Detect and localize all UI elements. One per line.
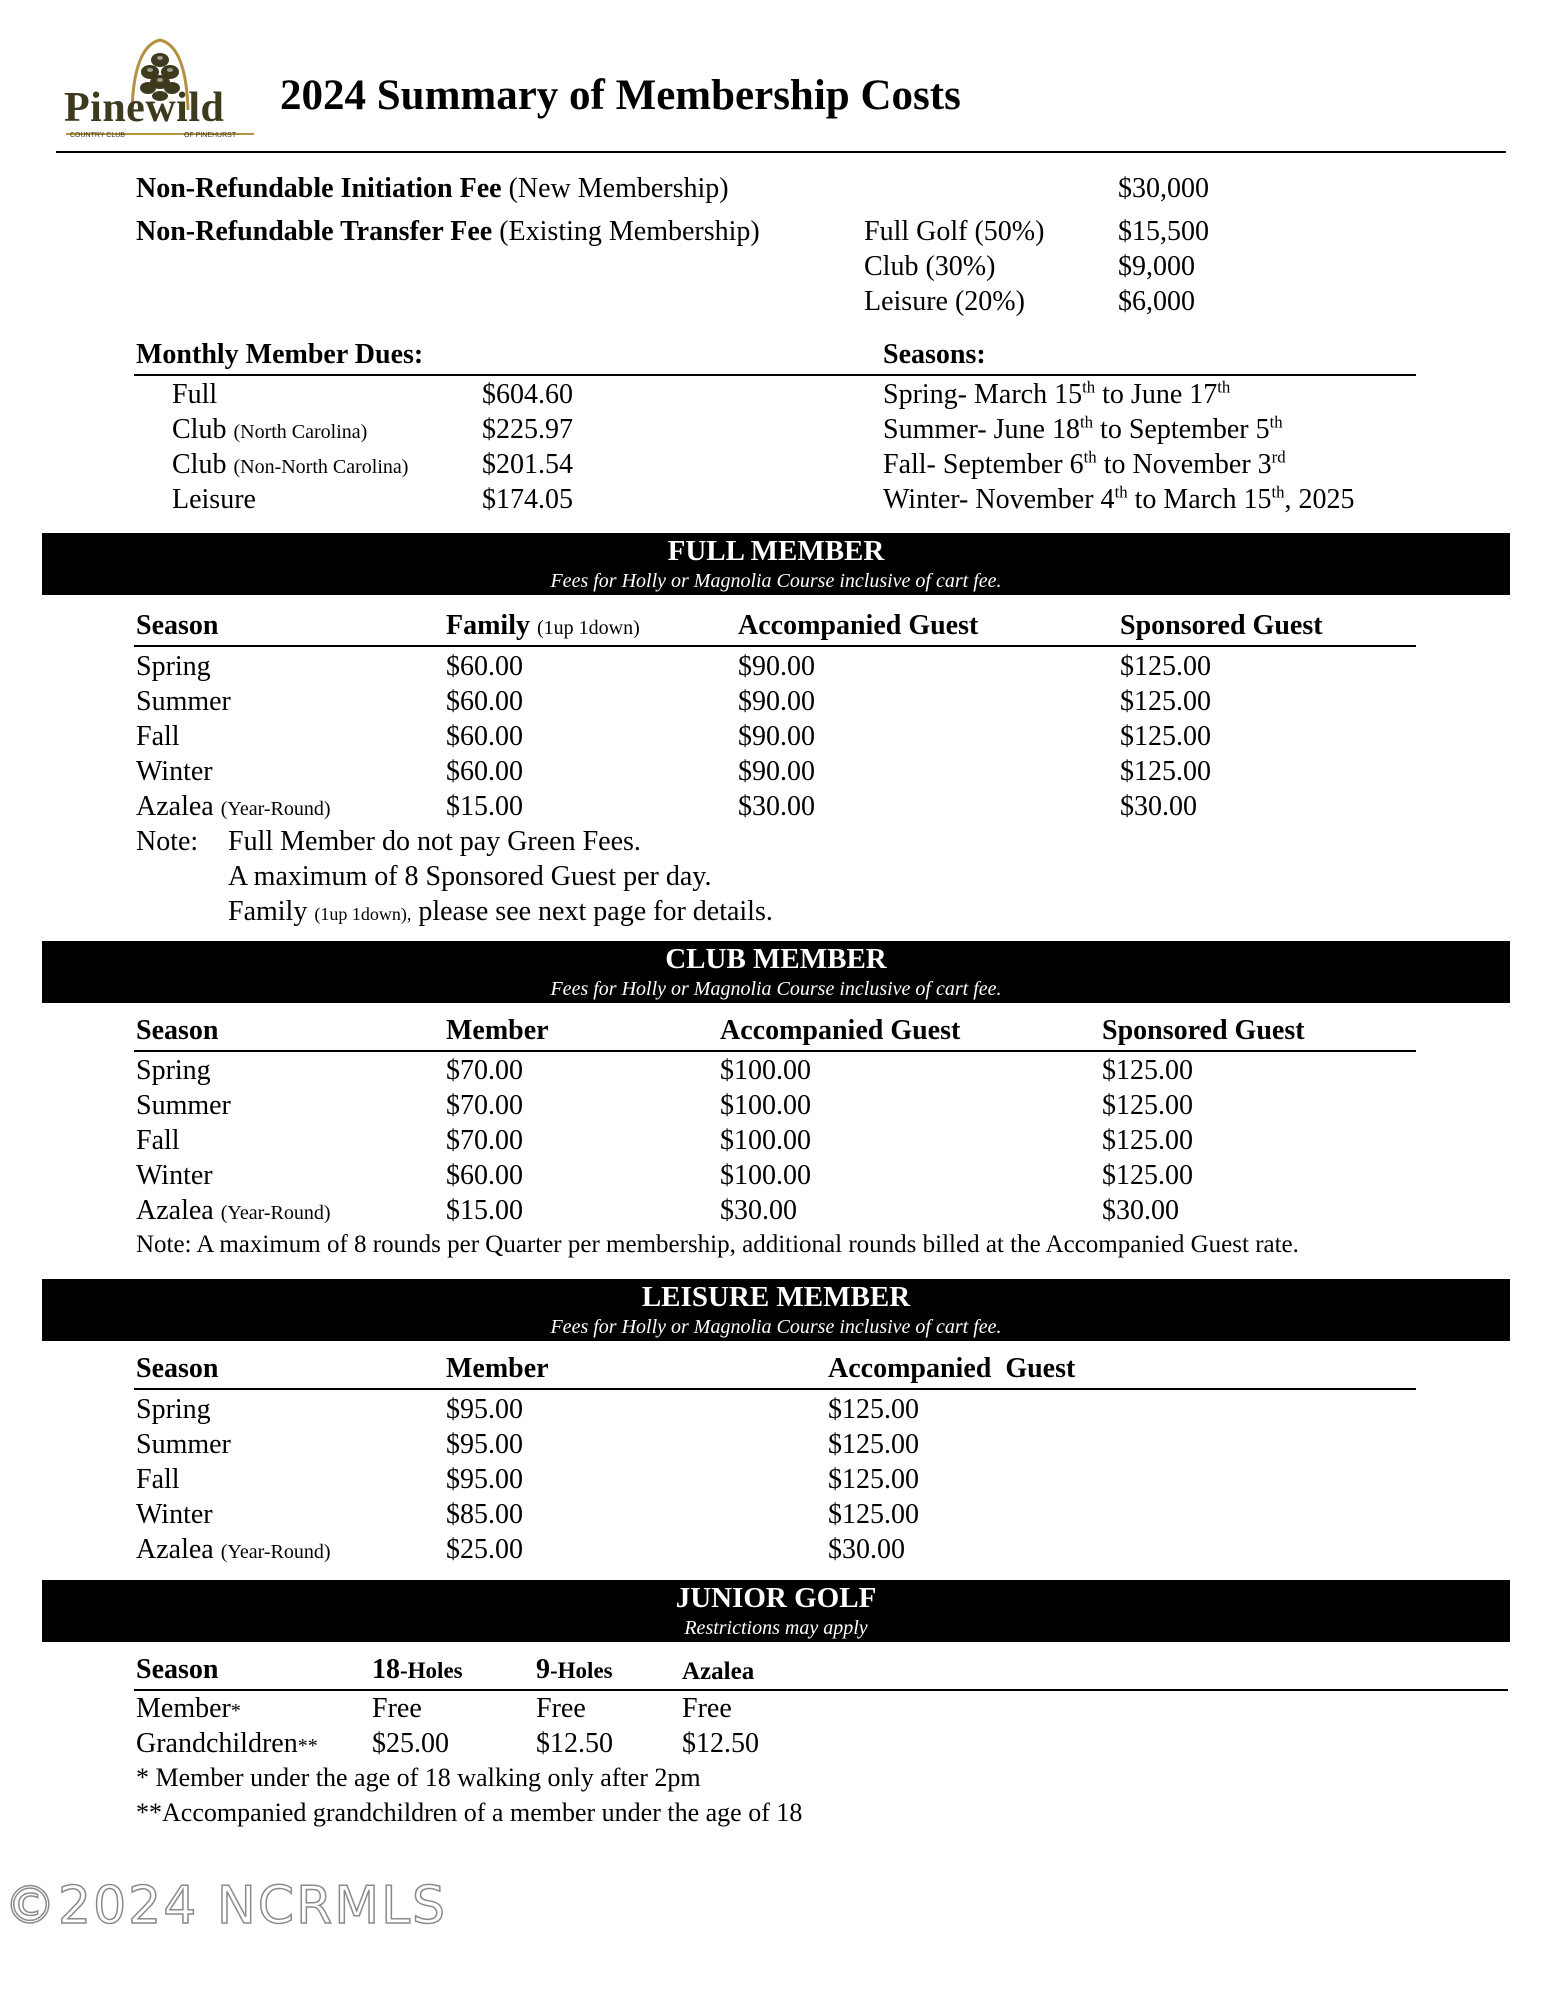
- row-family-fee: $15.00: [446, 791, 523, 822]
- row-accompanied-fee: $30.00: [738, 791, 815, 822]
- row-accompanied-fee: $125.00: [828, 1499, 919, 1530]
- row-season: Winter: [136, 1160, 213, 1191]
- row-season: Fall: [136, 721, 180, 752]
- section-subtitle: Fees for Holly or Magnolia Course inclusive of cart fee.: [550, 1316, 1002, 1338]
- row-sponsored-fee: $30.00: [1102, 1195, 1179, 1226]
- dues-divider: [134, 374, 1416, 376]
- row-sponsored-fee: $125.00: [1102, 1090, 1193, 1121]
- section-title: FULL MEMBER: [667, 535, 885, 567]
- row-sponsored-fee: $125.00: [1120, 651, 1211, 682]
- row-accompanied-fee: $125.00: [828, 1429, 919, 1460]
- col-header-9-holes: 9-Holes: [536, 1654, 613, 1685]
- row-member-fee: $70.00: [446, 1125, 523, 1156]
- row-member-fee: $25.00: [446, 1534, 523, 1565]
- row-season: Fall: [136, 1125, 180, 1156]
- row-family-fee: $60.00: [446, 686, 523, 717]
- row-member-fee: $95.00: [446, 1464, 523, 1495]
- full-member-banner: [42, 533, 1510, 595]
- club-note: Note: A maximum of 8 rounds per Quarter per membership, additional rounds billed at the Accompanied Guest rate.: [136, 1231, 1299, 1258]
- row-season: Spring: [136, 1055, 211, 1086]
- pinewild-logo: [64, 38, 256, 144]
- initiation-fee-amount: $30,000: [1118, 173, 1209, 204]
- col-header-member: Member: [446, 1015, 549, 1046]
- row-season: Winter: [136, 1499, 213, 1530]
- col-header-accompanied: Accompanied Guest: [720, 1015, 961, 1046]
- note-label: Note:: [136, 826, 199, 857]
- season-range: Winter- November 4th to March 15th, 2025: [883, 482, 1355, 515]
- season-range: Fall- September 6th to November 3rd: [883, 447, 1286, 480]
- row-season: Azalea (Year-Round): [136, 791, 331, 822]
- note-line: Family (1up 1down), please see next page for details.: [228, 896, 773, 927]
- dues-row-amount: $174.05: [482, 484, 573, 515]
- section-subtitle: Fees for Holly or Magnolia Course inclusive of cart fee.: [550, 570, 1002, 592]
- row-season: Summer: [136, 686, 231, 717]
- row-season: Fall: [136, 1464, 180, 1495]
- transfer-amount-leisure: $6,000: [1118, 286, 1195, 317]
- col-header-sponsored: Sponsored Guest: [1120, 610, 1323, 641]
- dues-row-amount: $225.97: [482, 414, 573, 445]
- row-accompanied-fee: $125.00: [828, 1394, 919, 1425]
- row-season: Summer: [136, 1429, 231, 1460]
- transfer-type-leisure: Leisure (20%): [864, 286, 1025, 317]
- row-accompanied-fee: $90.00: [738, 686, 815, 717]
- junior-footnote: **Accompanied grandchildren of a member under the age of 18: [136, 1798, 803, 1827]
- row-accompanied-fee: $100.00: [720, 1125, 811, 1156]
- season-range: Summer- June 18th to September 5th: [883, 412, 1283, 445]
- row-accompanied-fee: $30.00: [720, 1195, 797, 1226]
- row-sponsored-fee: $125.00: [1102, 1125, 1193, 1156]
- row-season: Winter: [136, 756, 213, 787]
- row-family-fee: $60.00: [446, 756, 523, 787]
- dues-row-amount: $604.60: [482, 379, 573, 410]
- row-accompanied-fee: $100.00: [720, 1055, 811, 1086]
- row-member-type: Member*: [136, 1693, 241, 1724]
- table-header-divider: [134, 645, 1416, 647]
- row-azalea-fee: Free: [682, 1693, 732, 1724]
- header-divider: [56, 151, 1506, 153]
- row-season: Spring: [136, 1394, 211, 1425]
- row-accompanied-fee: $100.00: [720, 1090, 811, 1121]
- transfer-amount-full: $15,500: [1118, 216, 1209, 247]
- row-accompanied-fee: $100.00: [720, 1160, 811, 1191]
- copyright-watermark: ©2024 NCRMLS: [4, 1876, 448, 1936]
- dues-row-name: Leisure: [172, 484, 256, 515]
- dues-row-name: Full: [172, 379, 218, 410]
- row-member-fee: $70.00: [446, 1055, 523, 1086]
- row-sponsored-fee: $125.00: [1120, 721, 1211, 752]
- section-title: CLUB MEMBER: [665, 943, 887, 975]
- dues-row-name: Club (Non-North Carolina): [172, 449, 409, 480]
- col-header-accompanied: Accompanied Guest: [738, 610, 979, 641]
- col-header-season: Season: [136, 1353, 219, 1384]
- row-sponsored-fee: $125.00: [1120, 756, 1211, 787]
- row-member-fee: $95.00: [446, 1394, 523, 1425]
- table-header-divider: [134, 1050, 1416, 1052]
- col-header-season: Season: [136, 1654, 219, 1685]
- row-family-fee: $60.00: [446, 651, 523, 682]
- row-season: Spring: [136, 651, 211, 682]
- row-sponsored-fee: $125.00: [1102, 1160, 1193, 1191]
- row-sponsored-fee: $125.00: [1120, 686, 1211, 717]
- row-18-holes-fee: Free: [372, 1693, 422, 1724]
- row-member-fee: $15.00: [446, 1195, 523, 1226]
- note-line: A maximum of 8 Sponsored Guest per day.: [228, 861, 712, 892]
- row-accompanied-fee: $125.00: [828, 1464, 919, 1495]
- logo-tagline-right: OF PINEHURST: [184, 132, 237, 139]
- initiation-fee-label: Non-Refundable Initiation Fee (New Membership): [136, 173, 729, 204]
- row-member-fee: $70.00: [446, 1090, 523, 1121]
- transfer-type-full: Full Golf (50%): [864, 216, 1045, 247]
- transfer-amount-club: $9,000: [1118, 251, 1195, 282]
- dues-heading: Monthly Member Dues:: [136, 339, 424, 370]
- row-9-holes-fee: Free: [536, 1693, 586, 1724]
- transfer-type-club: Club (30%): [864, 251, 996, 282]
- row-sponsored-fee: $30.00: [1120, 791, 1197, 822]
- junior-footnote: * Member under the age of 18 walking only after 2pm: [136, 1763, 701, 1792]
- section-subtitle: Restrictions may apply: [684, 1617, 868, 1639]
- table-header-divider: [134, 1689, 1508, 1691]
- col-header-sponsored: Sponsored Guest: [1102, 1015, 1305, 1046]
- row-member-fee: $95.00: [446, 1429, 523, 1460]
- row-member-fee: $60.00: [446, 1160, 523, 1191]
- row-family-fee: $60.00: [446, 721, 523, 752]
- section-title: LEISURE MEMBER: [641, 1281, 911, 1313]
- row-accompanied-fee: $90.00: [738, 756, 815, 787]
- dues-row-name: Club (North Carolina): [172, 414, 368, 445]
- row-member-type: Grandchildren**: [136, 1728, 318, 1759]
- col-header-family: Family (1up 1down): [446, 610, 640, 641]
- col-header-member: Member: [446, 1353, 549, 1384]
- seasons-heading: Seasons:: [883, 339, 986, 370]
- row-accompanied-fee: $90.00: [738, 651, 815, 682]
- row-9-holes-fee: $12.50: [536, 1728, 613, 1759]
- row-season: Summer: [136, 1090, 231, 1121]
- logo-tagline-left: COUNTRY CLUB: [70, 132, 125, 139]
- logo-wordmark: Pinewild: [64, 85, 225, 131]
- junior-golf-banner: [42, 1580, 1510, 1642]
- row-sponsored-fee: $125.00: [1102, 1055, 1193, 1086]
- transfer-fee-label: Non-Refundable Transfer Fee (Existing Membership): [136, 216, 760, 247]
- row-azalea-fee: $12.50: [682, 1728, 759, 1759]
- col-header-18-holes: 18-Holes: [372, 1654, 463, 1685]
- row-accompanied-fee: $30.00: [828, 1534, 905, 1565]
- row-season: Azalea (Year-Round): [136, 1534, 331, 1565]
- page-title: 2024 Summary of Membership Costs: [280, 72, 961, 119]
- note-line: Full Member do not pay Green Fees.: [228, 826, 641, 857]
- col-header-accompanied: Accompanied Guest: [828, 1353, 1076, 1384]
- leisure-member-banner: [42, 1279, 1510, 1341]
- col-header-season: Season: [136, 610, 219, 641]
- table-header-divider: [134, 1388, 1416, 1390]
- row-season: Azalea (Year-Round): [136, 1195, 331, 1226]
- row-member-fee: $85.00: [446, 1499, 523, 1530]
- season-range: Spring- March 15th to June 17th: [883, 377, 1231, 410]
- col-header-season: Season: [136, 1015, 219, 1046]
- dues-row-amount: $201.54: [482, 449, 573, 480]
- club-member-banner: [42, 941, 1510, 1003]
- section-title: JUNIOR GOLF: [675, 1582, 877, 1614]
- col-header-azalea: Azalea: [682, 1658, 755, 1685]
- row-accompanied-fee: $90.00: [738, 721, 815, 752]
- row-18-holes-fee: $25.00: [372, 1728, 449, 1759]
- section-subtitle: Fees for Holly or Magnolia Course inclusive of cart fee.: [550, 978, 1002, 1000]
